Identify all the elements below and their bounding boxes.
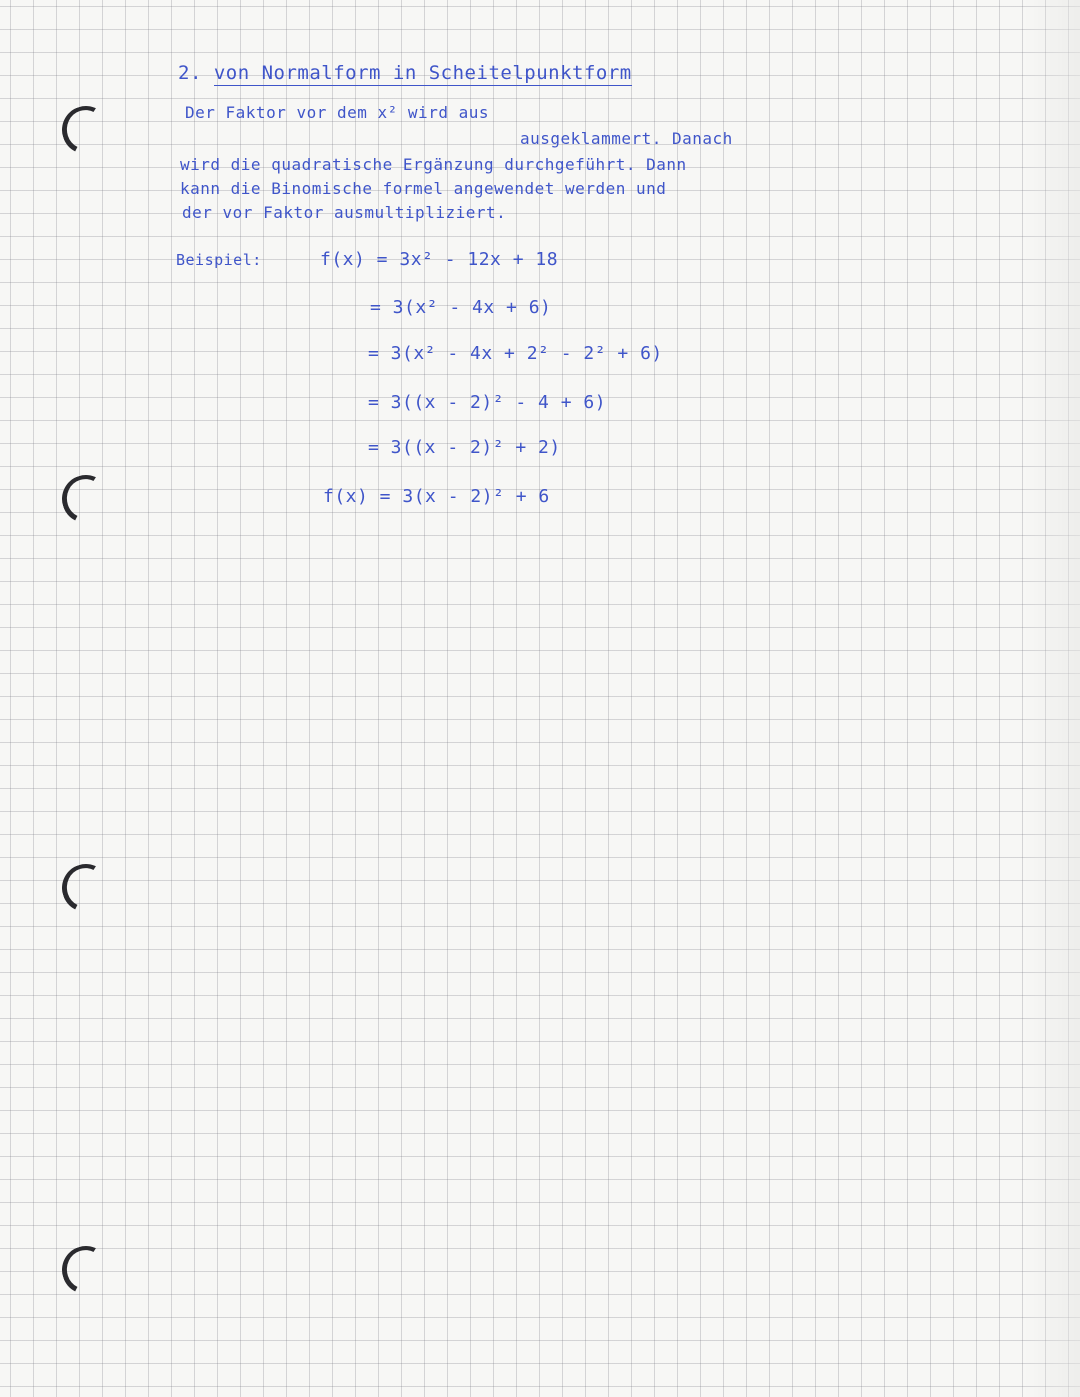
equation-step: = 3(x² - 4x + 2² - 2² + 6) (368, 343, 663, 364)
section-number: 2. (178, 62, 202, 84)
punch-hole-mark (56, 858, 116, 918)
equation-result: f(x) = 3(x - 2)² + 6 (323, 486, 550, 507)
example-label: Beispiel: (176, 251, 262, 269)
section-heading (178, 64, 632, 83)
equation-step: f(x) = 3x² - 12x + 18 (320, 249, 559, 270)
paragraph-line: ausgeklammert. Danach (520, 129, 733, 148)
paragraph-line: wird die quadratische Ergänzung durchgeführt. Dann (180, 155, 687, 174)
paragraph-line: kann die Binomische formel angewendet werden und (180, 179, 667, 198)
punch-hole-mark (56, 100, 116, 160)
equation-step: = 3((x - 2)² + 2) (368, 437, 561, 458)
section-title: von Normalform in Scheitelpunktform (213, 62, 632, 84)
paragraph-line: Der Faktor vor dem x² wird aus (185, 103, 489, 122)
paper-edge-shading (1024, 0, 1080, 1397)
paragraph-line: der vor Faktor ausmultipliziert. (182, 203, 507, 222)
punch-hole-mark (56, 469, 116, 529)
equation-step: = 3((x - 2)² - 4 + 6) (368, 392, 607, 413)
punch-hole-mark (56, 1240, 116, 1300)
equation-step: = 3(x² - 4x + 6) (370, 297, 552, 318)
